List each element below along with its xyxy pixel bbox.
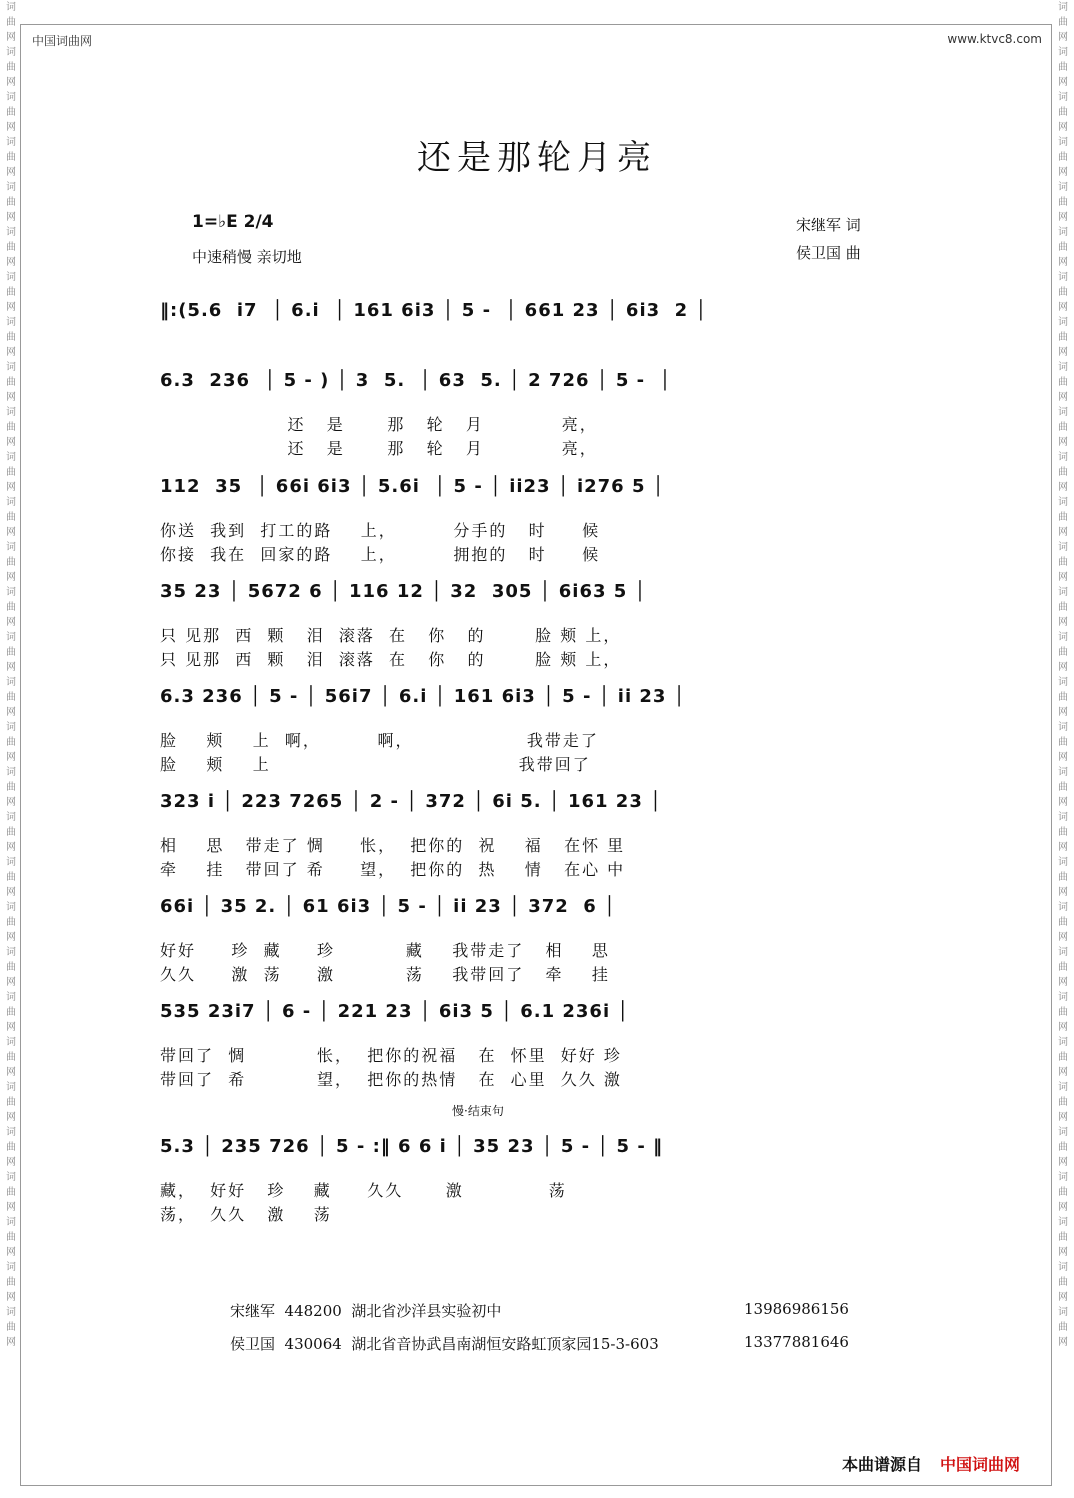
- tempo-marking: 中速稍慢 亲切地: [192, 248, 302, 266]
- lyric-line-1: 你送 我到 打工的路 上， 分手的 时 候: [160, 521, 601, 540]
- side-watermark-left: 词曲网词曲网词曲网词曲网词曲网词曲网词曲网词曲网词曲网词曲网词曲网词曲网词曲网词曲网词曲网词曲网词曲网词曲网词曲网词曲网词曲网词曲网词曲网词曲网词曲网词曲网词曲网词曲网词曲网词曲网: [6, 2, 16, 1348]
- lyric-line-2: 脸 颊 上 我带回了: [160, 755, 591, 774]
- notation-line: 323 i │ 223 7265 │ 2 - │ 372 │ 6i 5. │ 161 23 │: [160, 791, 662, 812]
- contact-composer: 侯卫国 430064 湖北省音协武昌南湖恒安路虹顶家园15-3-603: [230, 1335, 659, 1353]
- notation-line: ‖:(5.6 i7 │ 6.i │ 161 6i3 │ 5 - │ 661 23 │ 6i3 2 │: [160, 300, 708, 321]
- lyric-line-2: 荡， 久久 激 荡: [160, 1205, 332, 1224]
- lyric-line-1: 只 见那 西 颗 泪 滚落 在 你 的 脸 颊 上，: [160, 626, 622, 645]
- song-title: 还是那轮月亮: [417, 138, 657, 178]
- notation-line: 5.3 │ 235 726 │ 5 - :‖ 6 6 i │ 35 23 │ 5 - │ 5 - ‖: [160, 1136, 664, 1157]
- notation-line: 6.3 236 │ 5 - ) │ 3 5. │ 63 5. │ 2 726 │ 5 - │: [160, 370, 672, 391]
- lyric-line-1: 脸 颊 上 啊， 啊， 我带走了: [160, 731, 599, 750]
- lyric-line-2: 带回了 希 望， 把你的热情 在 心里 久久 激: [160, 1070, 622, 1089]
- lyric-line-1: 好好 珍 藏 珍 藏 我带走了 相 思: [160, 941, 610, 960]
- source-site[interactable]: 中国词曲网: [940, 1455, 1021, 1474]
- lyricist: 宋继军 词: [796, 216, 861, 234]
- ending-mark: 慢·结束句: [452, 1104, 504, 1118]
- notation-line: 66i │ 35 2. │ 61 6i3 │ 5 - │ ii 23 │ 372 6 │: [160, 896, 616, 917]
- lyric-line-2: 还 是 那 轮 月 亮，: [160, 439, 598, 458]
- site-url[interactable]: www.ktvc8.com: [947, 32, 1042, 46]
- lyric-line-2: 你接 我在 回家的路 上， 拥抱的 时 候: [160, 545, 601, 564]
- side-watermark-right: 词曲网词曲网词曲网词曲网词曲网词曲网词曲网词曲网词曲网词曲网词曲网词曲网词曲网词曲网词曲网词曲网词曲网词曲网词曲网词曲网词曲网词曲网词曲网词曲网词曲网词曲网词曲网词曲网词曲网词曲网: [1058, 2, 1068, 1348]
- lyric-line-1: 带回了 惆 怅， 把你的祝福 在 怀里 好好 珍: [160, 1046, 622, 1065]
- lyric-line-2: 牵 挂 带回了 希 望， 把你的 热 情 在心 中: [160, 860, 626, 879]
- notation-line: 535 23i7 │ 6 - │ 221 23 │ 6i3 5 │ 6.1 236i │: [160, 1001, 630, 1022]
- site-name: 中国词曲网: [32, 34, 93, 48]
- phone-composer: 13377881646: [744, 1333, 849, 1351]
- key-signature: 1=♭E 2/4: [192, 212, 274, 232]
- notation-line: 112 35 │ 66i 6i3 │ 5.6i │ 5 - │ ii23 │ i276 5 │: [160, 476, 665, 497]
- composer: 侯卫国 曲: [796, 244, 861, 262]
- lyric-line-1: 还 是 那 轮 月 亮，: [160, 415, 598, 434]
- notation-line: 35 23 │ 5672 6 │ 116 12 │ 32 305 │ 6i63 5 │: [160, 581, 647, 602]
- contact-lyricist: 宋继军 448200 湖北省沙洋县实验初中: [230, 1302, 502, 1320]
- source-footer: [842, 1452, 1020, 1475]
- lyric-line-1: 相 思 带走了 惆 怅， 把你的 祝 福 在怀 里: [160, 836, 626, 855]
- source-label: 本曲谱源自: [842, 1455, 923, 1474]
- lyric-line-2: 久久 激 荡 激 荡 我带回了 牵 挂: [160, 965, 610, 984]
- phone-lyricist: 13986986156: [744, 1300, 849, 1318]
- lyric-line-2: 只 见那 西 颗 泪 滚落 在 你 的 脸 颊 上，: [160, 650, 622, 669]
- lyric-line-1: 藏， 好好 珍 藏 久久 激 荡: [160, 1181, 567, 1200]
- notation-line: 6.3 236 │ 5 - │ 56i7 │ 6.i │ 161 6i3 │ 5 - │ ii 23 │: [160, 686, 686, 707]
